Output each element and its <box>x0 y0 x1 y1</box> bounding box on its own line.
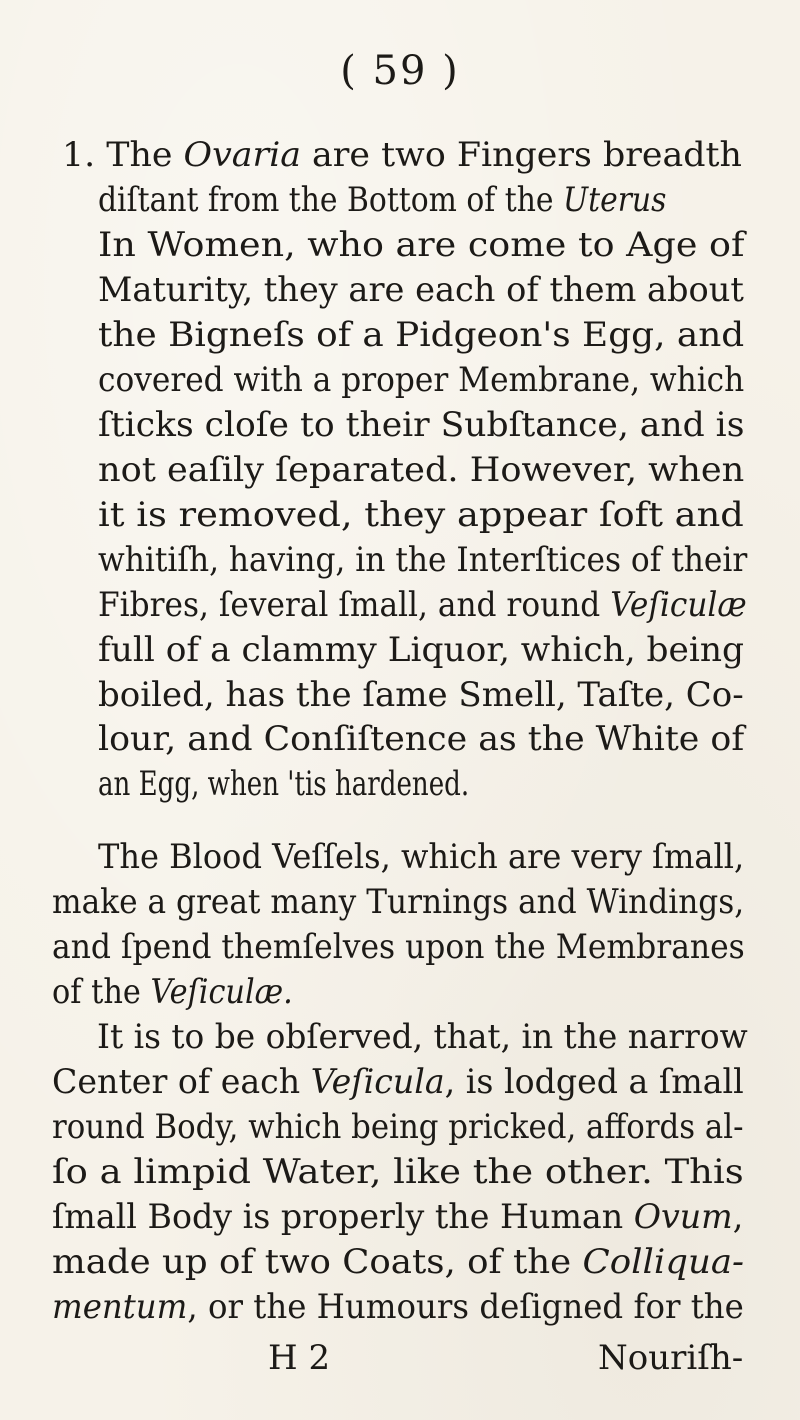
text-span: lour, and Conſiſtence as the White of <box>98 719 745 759</box>
text-span: Maturity, they are each of them about <box>98 270 744 310</box>
text-span: covered with a proper Membrane, which <box>98 360 745 400</box>
text-line <box>52 882 745 922</box>
text-span: are two Fingers breadth <box>300 135 742 175</box>
italic-term: Ovaria <box>183 135 301 175</box>
text-line <box>52 1287 744 1327</box>
text-span: , or the Humours deſigned for the <box>187 1287 744 1327</box>
text-line <box>52 1062 744 1102</box>
text-line <box>98 495 744 535</box>
text-line <box>98 360 745 400</box>
text-line <box>98 270 744 310</box>
text-span: and ſpend themſelves upon the Membranes <box>52 927 745 967</box>
text-line <box>52 1242 745 1282</box>
italic-term: Ovum <box>633 1197 733 1237</box>
text-span: made up of two Coats, of the <box>52 1242 583 1282</box>
text-span: not eaſily ſeparated. However, when <box>98 450 745 490</box>
text-line <box>98 540 748 580</box>
catchword: Nouriſh- <box>598 1338 744 1378</box>
text-span: of the <box>52 972 151 1012</box>
text-line <box>98 764 470 804</box>
text-span: It is to be obſerved, that, in the narrow <box>97 1017 748 1057</box>
italic-term: Veſiculæ. <box>150 972 293 1012</box>
text-line <box>98 675 744 715</box>
text-span: the Bigneſs of a Pidgeon's Egg, and <box>98 315 745 355</box>
text-span: make a great many Turnings and Windings, <box>52 882 745 922</box>
text-span: The Blood Veſſels, which are very ſmall, <box>98 837 745 877</box>
text-line <box>52 927 745 967</box>
text-line <box>98 450 745 490</box>
text-span: whitiſh, having, in the Interſtices of their <box>98 540 748 580</box>
text-span: Center of each <box>52 1062 311 1102</box>
text-line <box>62 135 742 175</box>
text-span: diſtant from the Bottom of the <box>98 180 564 220</box>
text-line <box>98 315 745 355</box>
text-line <box>98 719 745 759</box>
page-number: ( 59 ) <box>340 48 460 94</box>
italic-term: Veſiculæ <box>610 585 747 625</box>
text-span: , is lodged a ſmall <box>444 1062 744 1102</box>
italic-term: Colliqua- <box>582 1242 745 1282</box>
text-span: full of a clammy Liquor, which, being <box>98 630 745 670</box>
signature-mark: H 2 <box>268 1338 331 1378</box>
text-span: In Women, who are come to Age of <box>98 225 745 265</box>
text-span: it is removed, they appear ſoft and <box>98 495 744 535</box>
text-span: round Body, which being pricked, affords al- <box>52 1107 744 1147</box>
text-line <box>98 630 745 670</box>
text-line <box>98 180 667 220</box>
text-line <box>97 1017 748 1057</box>
text-span: , <box>732 1197 744 1237</box>
text-span: Fibres, ſeveral ſmall, and round <box>98 585 611 625</box>
text-line <box>98 405 745 445</box>
text-span: ſo a limpid Water, like the other. This <box>52 1152 744 1192</box>
text-line <box>52 1152 744 1192</box>
text-line <box>52 1197 744 1237</box>
text-span: boiled, has the ſame Smell, Taſte, Co- <box>98 675 744 715</box>
text-line <box>98 837 745 877</box>
text-span: 1. The <box>62 135 184 175</box>
text-line <box>52 972 293 1012</box>
text-span: ſmall Body is properly the Human <box>52 1197 634 1237</box>
text-span: an Egg, when 'tis hardened. <box>98 764 470 804</box>
italic-term: mentum <box>52 1287 188 1327</box>
text-line <box>52 1107 744 1147</box>
text-line <box>98 225 745 265</box>
text-line <box>98 585 747 625</box>
text-span: ſticks cloſe to their Subſtance, and is <box>98 405 745 445</box>
italic-term: Veſicula <box>310 1062 445 1102</box>
italic-term: Uterus <box>563 180 667 220</box>
